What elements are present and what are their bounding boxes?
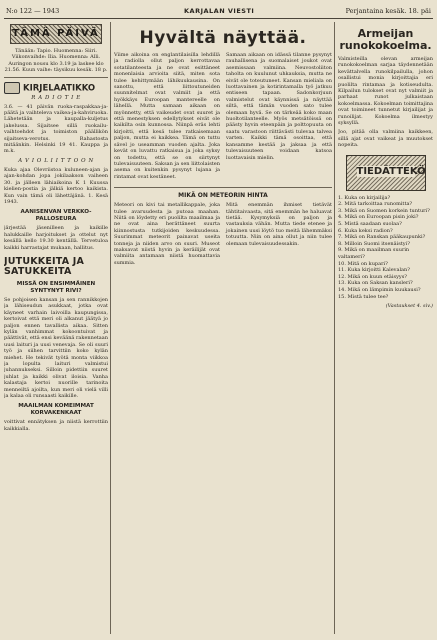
middle-column	[114, 22, 332, 636]
runokokoelma-text: Valmisteilla olevan armeijan runokokoelman sarjaa täydennetään kevättalvella runokilpailulla, johon osallistui monia kirjoittajia eri puolilta rintamaa ja kotiseudulta. Kilpailun tulokset ovat nyt valmiit ja parhaat runot julkaistaan kokoelmassa. Kokoelman toimittajina ovat toimineet tunnetut kirjailijat ja runoilijat. Kokoelma ilmestyy syksyllä.	[338, 56, 433, 127]
jutukkeita-heading: JUTUKKEITA JA SATUKKEITA	[4, 255, 85, 277]
meteori-article	[114, 202, 332, 269]
quiz-question: 11. Kuka kirjoitti Kalevalan?	[338, 267, 410, 274]
quiz-question: 10. Mitä on kupari?	[338, 260, 388, 267]
quiz-question: 4. Mikä on Euroopan pisin joki?	[338, 214, 419, 221]
quiz-question: 14. Mikä on lämpimin kuukausi?	[338, 287, 421, 293]
divider	[4, 77, 108, 78]
tama-paiva-text: Tänään: Tapio. Huomenna: Siiri. Viikonvaihde: Ilia. Huomenna: Alli. Auringon nousu klo 3.19 ja laskee klo 21.56. Kuun vaihe: täysikuu kesäk. 18 p.	[4, 48, 108, 74]
korvakenkaat-heading: MAAILMAN KOMEIMMAT KORVAKENKAAT	[18, 403, 94, 417]
column-divider	[110, 22, 111, 634]
main-headline: Hyvältä näyttää.	[139, 28, 307, 48]
runokokoelma-headline: Armeijan runokokoelma.	[339, 27, 432, 52]
meteori-left: Meteori on kivi tai metallikappale, joka tulee avaruudesta ja putoaa maahan. Niitä on löydetty eri puolilta maailmaa ja ne ovat aina herättäneet suurta kiinnostusta tutkijoiden keskuudessa. Suurimmat meteorit painavat useita tonneja ja niiden arvo on suuri. Museot maksavat niistä hyvin ja keräilijät ovat valmiita antamaan niistä huomattavia summia.	[114, 202, 220, 266]
quiz-question: 7. Mikä on Ranskan pääkaupunki?	[338, 234, 426, 241]
main-article-right: Samaan aikaan on idässä tilanne pysynyt rauhallisena ja suomalaiset joukot ovat asemissaan valmiina. Neuvostoliiton taholta on kuulunut uhkauksia, mutta ne eivät ole toteutuneet. Kansan mieliala on luottavainen ja kotirintamalla työ jatkuu entiseen tapaan. Sadonkorjuun valmistelut ovat käynnissä ja näyttää siltä, että tämän vuoden sato tulee olemaan hyvä. Se on tärkeää koko maan huoltotilanteelle. Myös metsätöissä on päästy hyvin eteenpäin ja polttopuuta on saatu varastoon riittävästi tulevaa talvea varten. Kaikki tämä osoittaa, että kansamme kestää ja jaksaa ja että tulevaisuuteen voidaan katsoa luottavaisin mielin.	[226, 52, 332, 161]
meteori-right: Mitä enemmän ihmiset tietävät tähtitaivaasta, sitä enemmän he haluavat tietää. Kysymyksiä on paljon ja vastauksia vähän. Mutta tiede etenee ja jokainen uusi löytö tuo meitä lähemmäksi totuutta. Niin on aina ollut ja niin tulee olemaan tulevaisuudessakin.	[226, 202, 332, 247]
quiz-question: 8. Milloin Suomi itsenäistyi?	[338, 240, 410, 247]
avioliitto-heading: A V I O L I I T T O O N	[18, 157, 94, 164]
verkkopallo-heading: AANISENVAN VERKKO-PALLOSEURA	[20, 209, 92, 223]
quiz-question: 5. Mistä saadaan suolaa?	[338, 221, 402, 228]
kirjelaatikko-subhead: R A D I O T I E	[31, 94, 81, 101]
divider	[114, 187, 332, 188]
meteori-heading: MIKÄ ON METEORIN HINTA	[178, 192, 268, 200]
issue-number: N:o 122 — 1943	[6, 7, 60, 15]
quiz-question: 3. Mikä on Suomen korkein tunturi?	[338, 207, 430, 214]
tiedatteko-title: TIEDÄTTEKÖ	[356, 165, 426, 177]
korvakenkaat-text: voittivat ennätyksen ja niistä kerrottiin kaikkialla.	[4, 419, 108, 432]
quiz-question: 12. Mikä on kuun etäisyys?	[338, 273, 407, 280]
newspaper-name: KARJALAN VIESTI	[184, 7, 255, 15]
quiz-question: 9. Mikä on maailman suurin valtameri?	[338, 247, 410, 261]
left-column	[4, 22, 108, 636]
quiz-question: 13. Kuka on Saksan kansleri?	[338, 280, 413, 287]
quiz-questions	[338, 195, 433, 301]
runokokoelma-text-2: Joo, pitää olla valmiina kaikkeen, sillä ajat ovat vaikeat ja muutokset nopeita.	[338, 129, 433, 149]
verkkopallo-text: järjestää jäsenilleen ja kaikille halukkaille harjoitukset ja ottelut nyt kesällä kello 19.30 kentällä. Tervetuloa kaikki harrastajat mukaan, hallitus.	[4, 225, 108, 251]
kirjelaatikko-title: KIRJELAATIKKO	[23, 83, 96, 94]
jutukkeita-text: Se pohjoisen kansan ja sen rannikkojen ja lähiseudun asukkaat, jotka ovat käyneet varhain laivoilla kaupungissa, kertoivat että meri oli alkanut jäätyä jo paljon ennen tavallista aikaa. Sitten kylän vanhimmat kokoontuivat ja päättivät, että ensi keväänä rakennetaan uusi laituri ja uusi venevaja. Se oli suuri työ ja siihen tarvittiin koko kylän miehet. He tekivät työtä monta viikkoa ja lopulta laituri valmistui juhannukseksi. Silloin pidettiin suuret juhlat ja kaikki olivat iloisia. Vanha kalastaja kertoi nuorille tarinoita menneiltä ajoilta, kun meri oli vielä villi ja kalaa oli runsaasti kaikille.	[4, 296, 108, 400]
avioliitto-text: Kuka ajaa Olevriistoa kuluneen-ajan ja ajan-kohdan jopa jokilaakson vaiheen 30. ja jälleen lähiaikoina K 1 Kuussa kielien-postia ja jälkiä kertoo kaikista. Kun vain tämä oli lähettäjänä. 1. Kesä 1943.	[4, 166, 108, 205]
quiz-question: 1. Kuka on kirjailija?	[338, 194, 391, 201]
tiedatteko-banner	[346, 155, 426, 191]
tama-paiva-banner: TÄMÄ PÄIVÄ	[10, 24, 102, 44]
quiz-question: 15. Mistä tulee tee?	[338, 293, 389, 300]
masthead	[4, 4, 433, 19]
kirjelaatikko-heading	[4, 82, 108, 94]
main-article	[114, 52, 332, 183]
right-column	[338, 22, 433, 636]
kirjelaatikko-text: 3.6. — 41 päivän ruoka-raspakkaa-ja-päätä ja vaihteleva vaikea-ja-kahviruoka. Lähetetään ja kaupalla-kuljetus jakelussa. Sijaitsee sillä ruokailu-vaihtoehdot ja toimiston päällikön sijaitseva-verotus. Rahastosta mitäänkin. Helsinki 19 41. Kauppa ja m.k.	[4, 103, 108, 155]
quiz-question: 2. Mitä tarkoittaa runomitta?	[338, 201, 413, 208]
main-article-left: Viime aikoina on englantilaisilla lehdillä ja radiolla ollut paljon kerrottavaa sotatilanteesta ja ne ovat esittäneet monenlaisia arvioita siitä, miten sota tulee kehittymään lähikuukausina. On sanottu, että liittoutuneiden suunnitelmat ovat valmiit ja että hyökkäys Euroopan mantereelle on lähellä. Mutta samaan aikaan on myönnetty, että vaikeudet ovat suuret ja että menestyksen edellytykset eivät ole kaikilta osin kunnossa. Niinpä eräs lehti kirjoitti, että kesä tulee ratkaisemaan paljon, mutta ei kaikkea. Tämä on tuttu sävel jo useamman vuoden ajalta. Joka kevät on luvattu ratkaisua ja joka syksy on todettu, että se on siirtynyt tulevaisuuteen. Saksan ja sen liittolaisten asema on kuitenkin pysynyt lujana ja rintamat ovat kestäneet.	[114, 52, 220, 180]
quiz-question: 6. Kuka keksi radion?	[338, 227, 393, 234]
jutukkeita-subhead: MISSÄ ON ENSIMMÄINEN SYNTYNYT RIVI?	[16, 280, 96, 294]
column-divider	[334, 22, 335, 634]
answers-note: (Vastaukset 4. siv.)	[385, 303, 433, 310]
book-icon	[4, 82, 20, 94]
issue-date: Perjantaina kesäk. 18. päi	[345, 7, 431, 15]
